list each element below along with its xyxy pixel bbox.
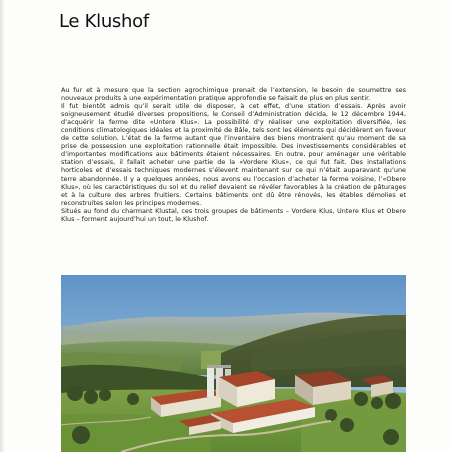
article-body xyxy=(61,86,406,223)
page-spine-shadow xyxy=(0,0,5,452)
klushof-aerial-photo xyxy=(61,275,406,452)
paragraph-2: Il fut bientôt admis qu’il serait utile de disposer, à cet effet, d’une station d’essais. Après avoir soigneusement étudié diverses propositions, le Conseil d’Administration décida, le 12 décembre 1944, d’acquérir la ferme dite «Untere Klus». La possibilité d’y réaliser une exploitation diversifiée, les conditions climatologiques idéales et la proximité de Bâle, tels sont les éléments qui décidèrent en faveur de cette solution. L’état de la ferme autant que l’inventaire des biens montraient qu’au moment de sa prise de possession une exploitation rationnelle était impossible. Des investissements considérables et d’importantes modifications aux bâtiments étaient nécessaires. En outre, pour aménager une véritable station d’essais, il fallait acheter une partie de la «Vordere Klus», ce qui fut fait. Des installations horticoles et d’essais techniques modernes s’élevent maintenant sur ce qui n’était auparavant qu’une terre abandonnée. Il y a quelques années, nous avons eu l’occasion d’acheter la ferme voisine, l’«Obere Klus», où les caractéristiques du sol et du relief devaient se révéler favorables à la création de pâturages et à la culture des arbres fruitiers. Certains bâtiments ont dû être rénovés, les étables démolies et reconstruites selon les principes modernes. xyxy=(61,102,406,207)
page-title: Le Klushof xyxy=(59,11,149,32)
paragraph-1: Au fur et à mesure que la section agrochimique prenait de l’extension, le besoin de soumettre ses nouveaux produits à une expérimentation pratique approfondie se faisait de plus en plus sentir. xyxy=(61,86,406,103)
paragraph-3: Situés au fond du charmant Klustal, ces trois groupes de bâtiments – Vordere Klus, Untere Klus et Obere Klus – forment aujourd’hui un tout, le Klushof. xyxy=(61,206,406,223)
